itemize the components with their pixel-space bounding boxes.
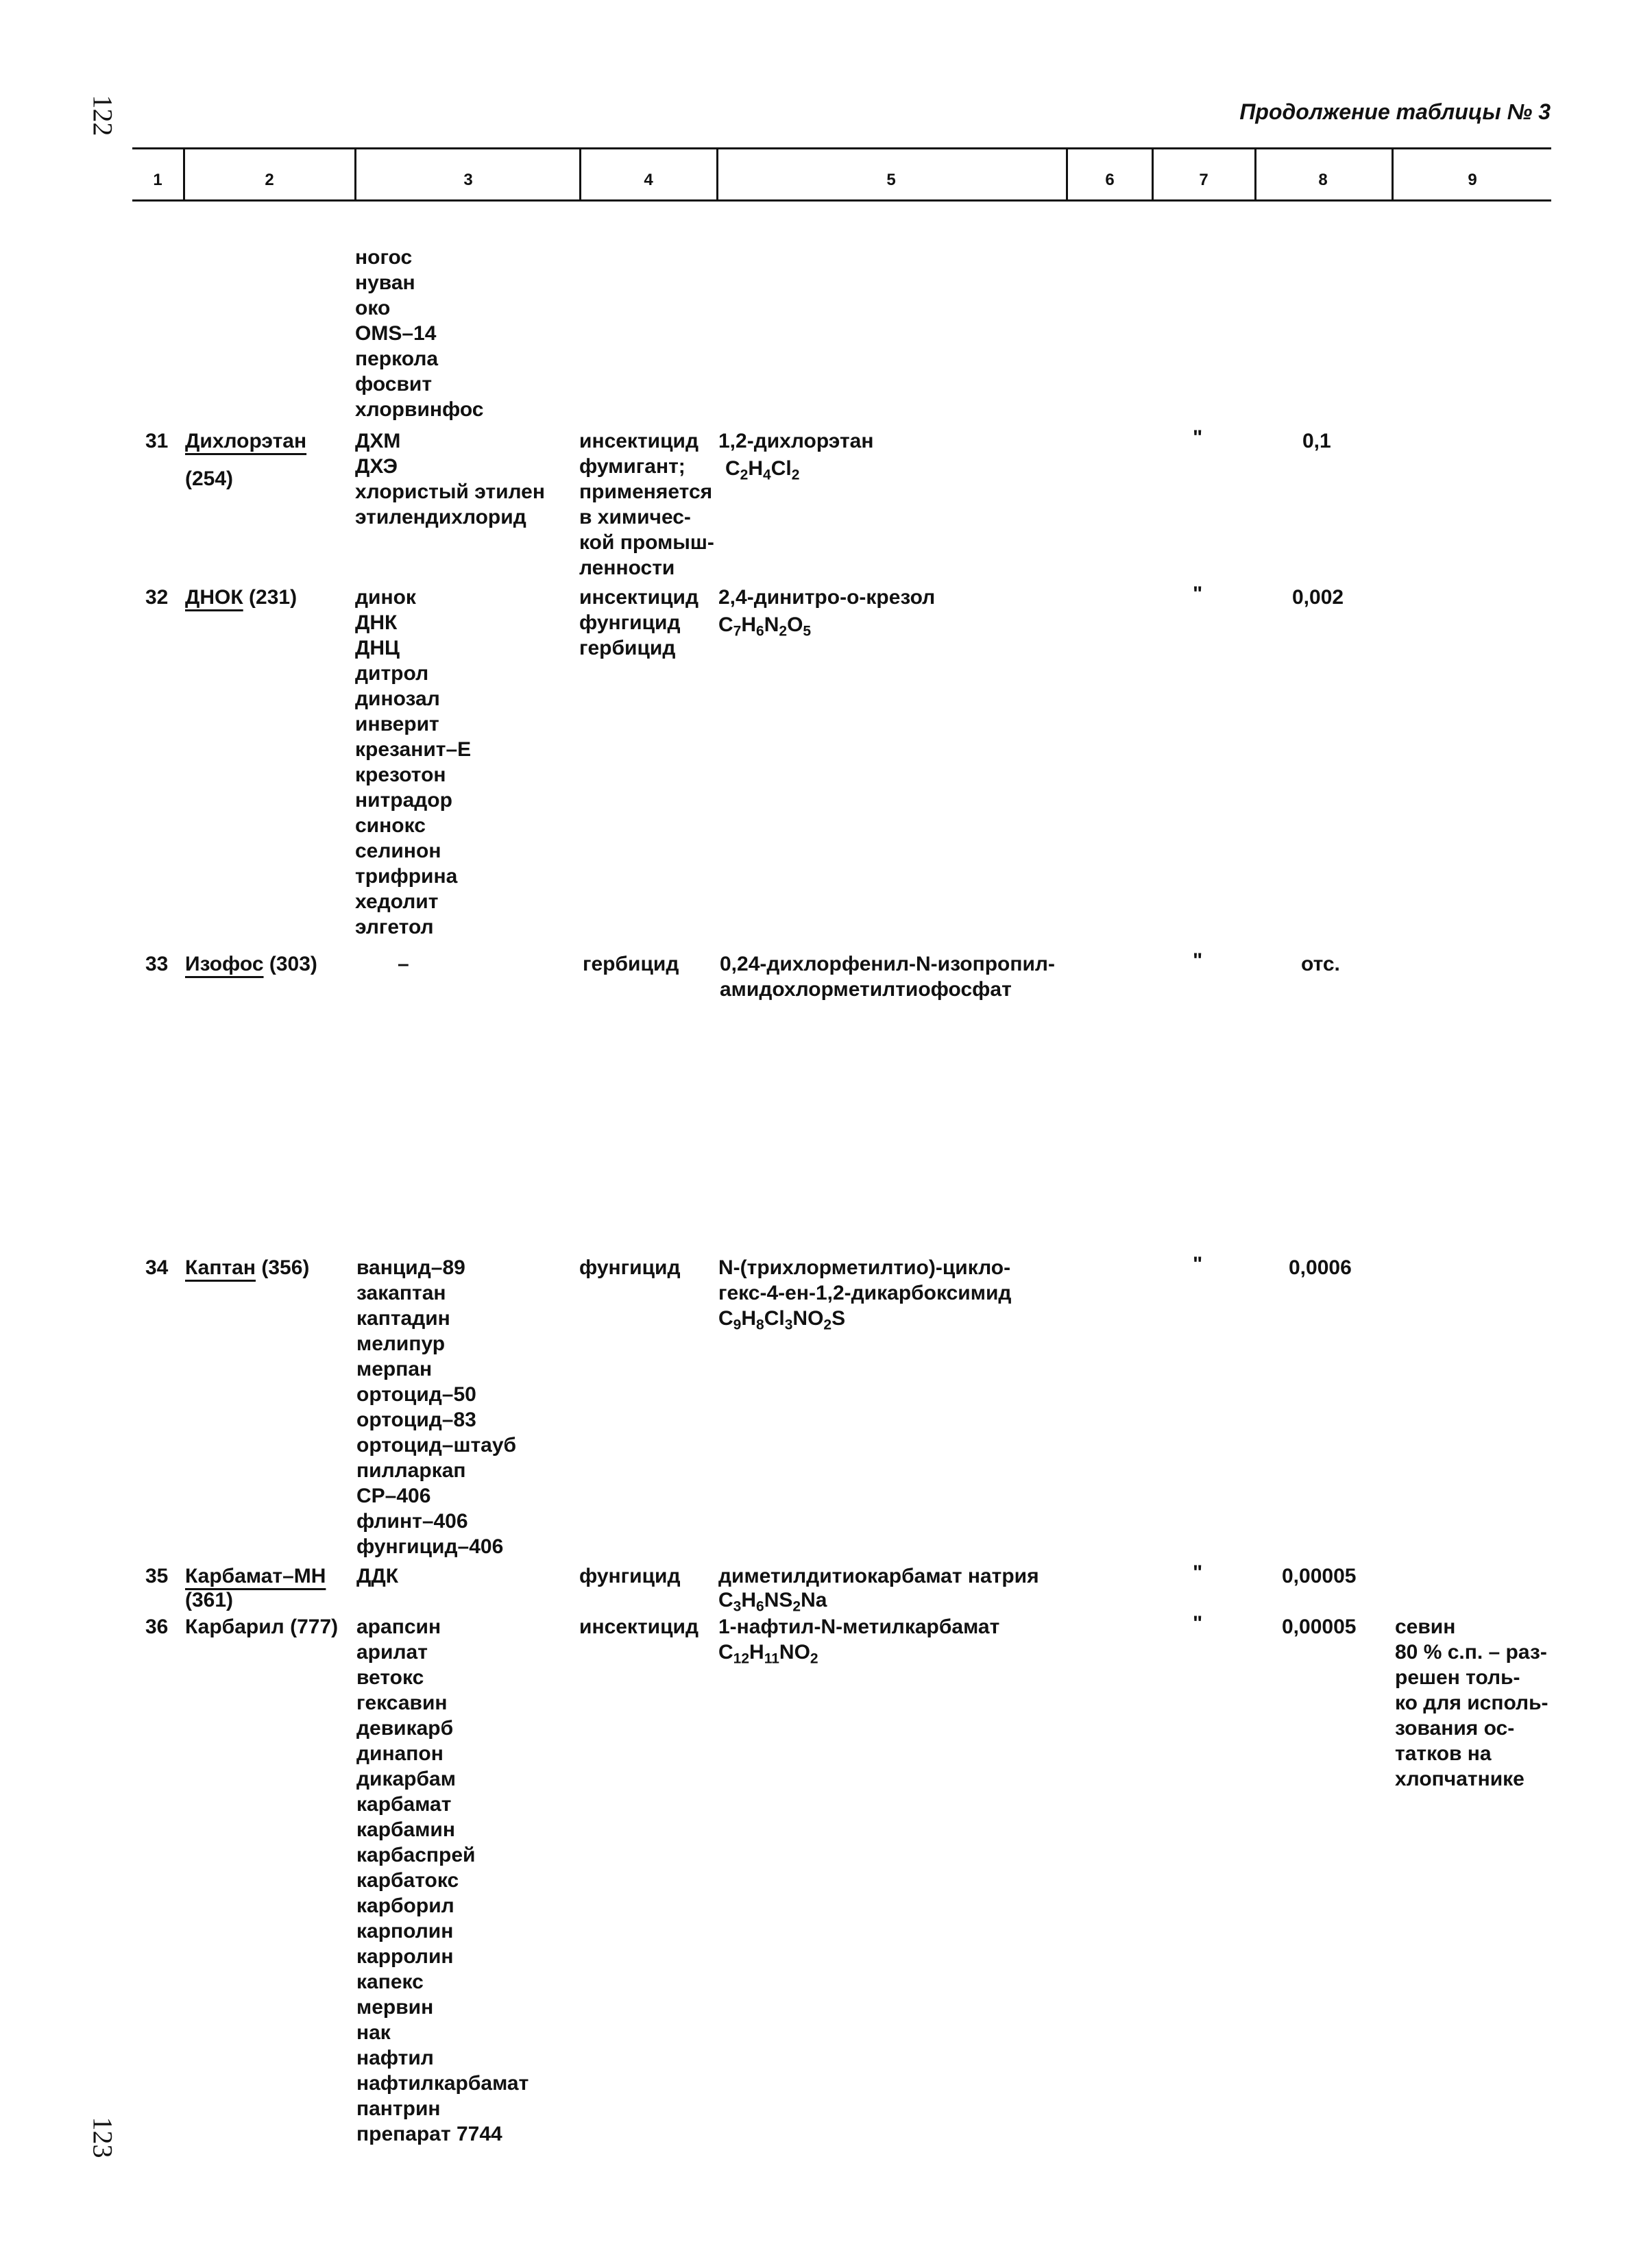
header-divider bbox=[716, 147, 718, 202]
header-divider bbox=[1066, 147, 1068, 202]
substance-name: Карбамат–МН bbox=[185, 1565, 326, 1587]
chemical-formula: $C_{12}H_{11}NO_2$ bbox=[718, 1641, 818, 1667]
synonym-dash: – bbox=[398, 953, 409, 975]
substance-name-line bbox=[185, 1614, 338, 1640]
synonym-list: динок ДНК ДНЦ дитрол динозал инверит крезанит–Е крезотон нитрадор синокс селинон трифрина хедолит элгетол bbox=[355, 586, 472, 938]
column-header-2: 2 bbox=[265, 171, 274, 189]
header-divider bbox=[1254, 147, 1256, 202]
purpose-list: инсектицид фунгицид гербицид bbox=[579, 586, 699, 659]
purpose: фунгицид bbox=[579, 1256, 681, 1279]
substance-name-line bbox=[185, 1255, 309, 1280]
note: севин 80 % с.п. – раз- решен толь- ко для исполь- зования ос- татков на хлопчатнике bbox=[1395, 1616, 1548, 1790]
substance-name: ДНОК bbox=[185, 586, 243, 609]
column-header-4: 4 bbox=[644, 171, 653, 189]
column-header-5: 5 bbox=[886, 171, 896, 189]
column-header-3: 3 bbox=[463, 171, 473, 189]
row-number: 35 bbox=[145, 1565, 169, 1587]
substance-name: Дихлорэтан bbox=[185, 430, 307, 452]
page-number-bottom: 123 bbox=[87, 2117, 119, 2158]
col8-value: 0,002 bbox=[1292, 586, 1344, 609]
header-top-rule bbox=[132, 147, 1551, 149]
purpose-list: инсектицид фумигант; применяется в химичес- кой промыш- ленности bbox=[579, 430, 714, 579]
synonym-list: ДДК bbox=[356, 1565, 399, 1587]
substance-code: (777) bbox=[290, 1616, 339, 1638]
chemical-name: N-(трихлорметилтио)-цикло- гекс-4-ен-1,2-дикарбоксимид bbox=[718, 1256, 1012, 1304]
chemical-formula: $C_9H_8Cl_3NO_2S$ bbox=[718, 1307, 846, 1333]
synonym-list: арапсин арилат ветокс гексавин девикарб динапон дикарбам карбамат карбамин карбаспрей карбатокс карборил карполин карролин капекс мервин нак нафтил нафтилкарбамат пантрин препарат 7744 bbox=[356, 1616, 529, 2145]
substance-code: (361) bbox=[185, 1589, 234, 1611]
carryover-synonyms: ногос нуван око OMS–14 перкола фосвит хлорвинфос bbox=[355, 246, 484, 421]
purpose: гербицид bbox=[583, 953, 679, 975]
row-number: 33 bbox=[145, 953, 169, 975]
chemical-name: 1-нафтил-N-метилкарбамат bbox=[718, 1616, 1000, 1638]
col8-value: 0,00005 bbox=[1282, 1565, 1357, 1587]
chemical-name: 1,2-дихлорэтан bbox=[718, 430, 874, 452]
substance-name: Карбарил bbox=[185, 1616, 284, 1638]
ditto-mark: " bbox=[1193, 1561, 1203, 1584]
column-header-8: 8 bbox=[1318, 171, 1328, 189]
substance-name: Изофос bbox=[185, 953, 264, 975]
substance-name: Каптан bbox=[185, 1256, 256, 1279]
col8-value: отс. bbox=[1301, 953, 1340, 975]
substance-code: (303) bbox=[269, 953, 317, 975]
row-number: 32 bbox=[145, 586, 169, 609]
synonym-list: ванцид–89 закаптан каптадин мелипур мерпан ортоцид–50 ортоцид–83 ортоцид–штауб пилларкап СР–406 флинт–406 фунгицид–406 bbox=[356, 1256, 517, 1558]
header-bottom-rule bbox=[132, 199, 1551, 202]
header-divider bbox=[354, 147, 356, 202]
substance-code: (254) bbox=[185, 467, 234, 490]
ditto-mark: " bbox=[1193, 1612, 1203, 1635]
row-number: 36 bbox=[145, 1616, 169, 1638]
row-number: 31 bbox=[145, 430, 169, 452]
column-header-9: 9 bbox=[1468, 171, 1477, 189]
substance-name-line bbox=[185, 951, 317, 977]
purpose: инсектицид bbox=[579, 1616, 699, 1638]
header-divider bbox=[579, 147, 581, 202]
column-header-1: 1 bbox=[153, 171, 162, 189]
substance-code: (356) bbox=[261, 1256, 310, 1279]
chemical-name: 0,24-дихлорфенил-N-изопропил- амидохлорметилтиофосфат bbox=[720, 953, 1055, 1001]
chemical-name: диметилдитиокарбамат натрия bbox=[718, 1565, 1039, 1587]
ditto-mark: " bbox=[1193, 583, 1203, 605]
col8-value: 0,00005 bbox=[1282, 1616, 1357, 1638]
ditto-mark: " bbox=[1193, 949, 1203, 972]
substance-code: (231) bbox=[249, 586, 297, 609]
chemical-formula: $C_2H_4Cl_2$ bbox=[725, 457, 800, 483]
header-divider bbox=[183, 147, 185, 202]
purpose: фунгицид bbox=[579, 1565, 681, 1587]
col8-value: 0,1 bbox=[1302, 430, 1331, 452]
ditto-mark: " bbox=[1193, 1253, 1203, 1276]
chemical-name: 2,4-динитро-о-крезол bbox=[718, 586, 936, 609]
synonym-list: ДХМ ДХЭ хлористый этилен этилендихлорид bbox=[355, 430, 545, 528]
header-divider bbox=[1392, 147, 1394, 202]
header-divider bbox=[1152, 147, 1154, 202]
row-number: 34 bbox=[145, 1256, 169, 1279]
page-number-top: 122 bbox=[87, 95, 119, 136]
chemical-formula: $C_3H_6NS_2Na$ bbox=[718, 1589, 827, 1615]
ditto-mark: " bbox=[1193, 426, 1203, 449]
substance-name-line bbox=[185, 585, 297, 610]
col8-value: 0,0006 bbox=[1289, 1256, 1352, 1279]
column-header-6: 6 bbox=[1105, 171, 1115, 189]
chemical-formula: $C_7H_6N_2O_5$ bbox=[718, 613, 812, 639]
table-caption: Продолжение таблицы № 3 bbox=[1239, 99, 1551, 124]
column-header-7: 7 bbox=[1199, 171, 1208, 189]
